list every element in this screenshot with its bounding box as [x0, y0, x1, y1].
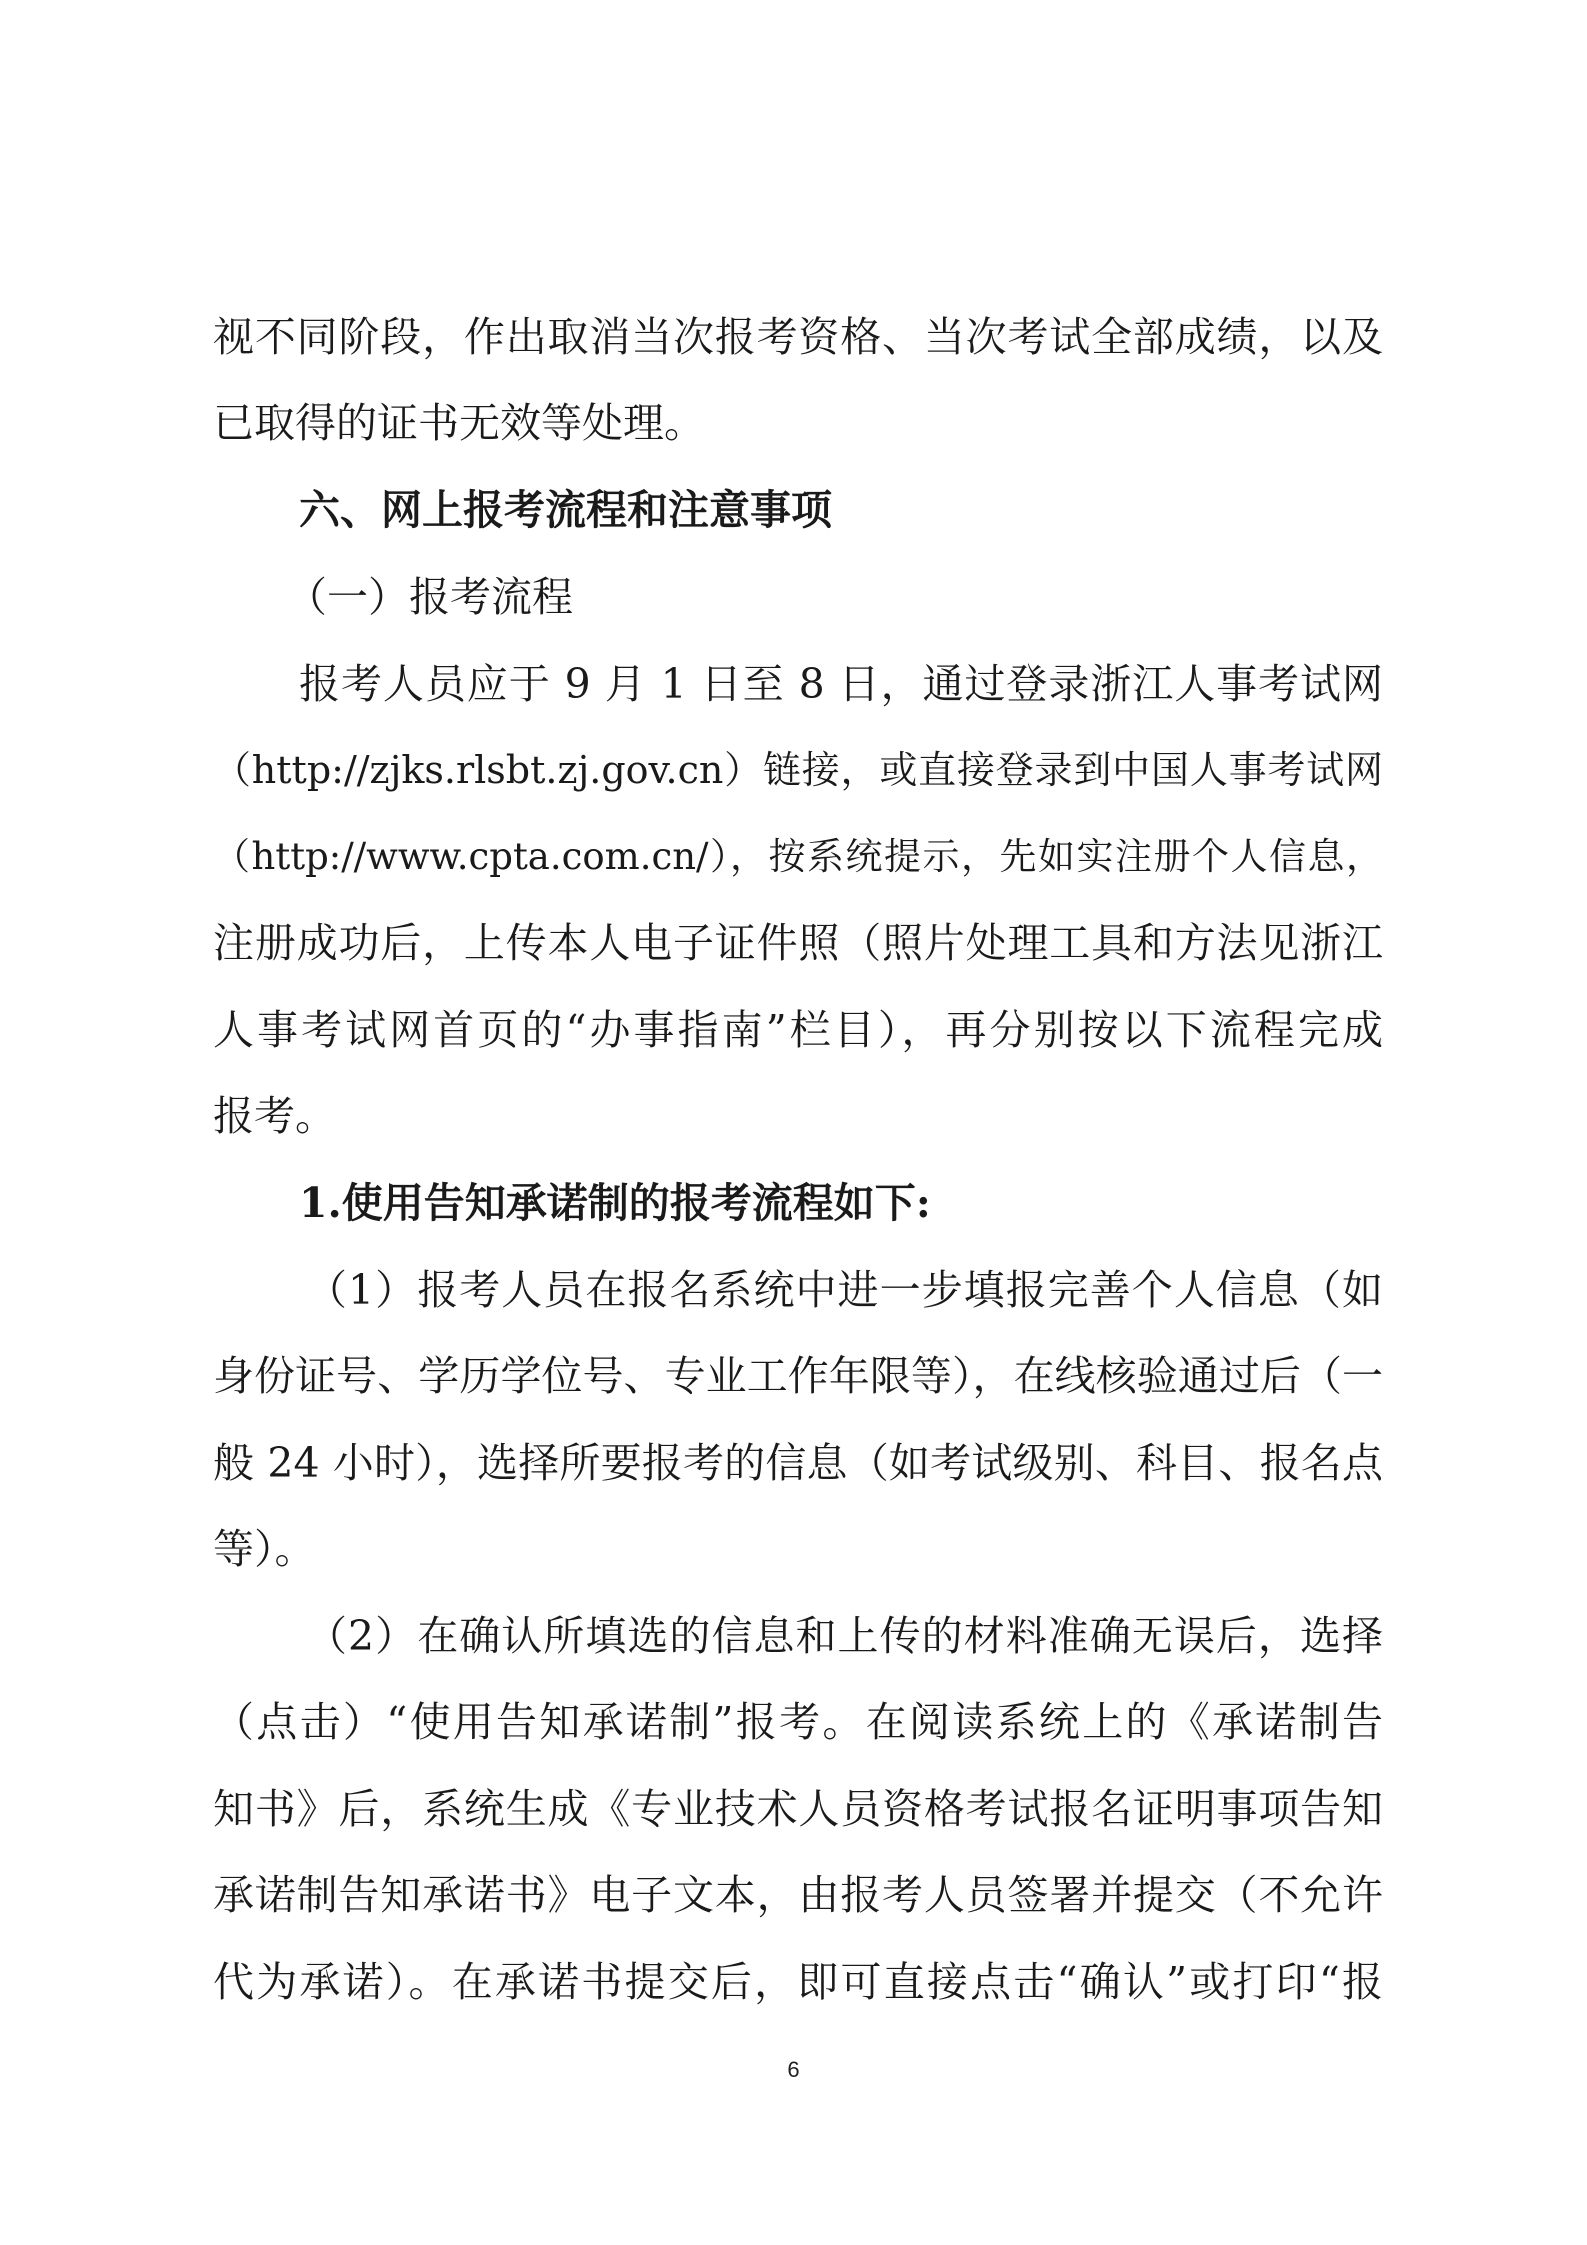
paragraph-line: 代为承诺）。在承诺书提交后，即可直接点击“确认”或打印“报 [213, 1958, 1383, 2006]
paragraph-line: 报考人员应于 9 月 1 日至 8 日，通过登录浙江人事考试网 [299, 660, 1383, 708]
paragraph-line: 等）。 [213, 1525, 316, 1573]
paragraph-line: （http://www.cpta.com.cn/），按系统提示，先如实注册个人信息， [213, 835, 1383, 878]
page-number: 6 [787, 2057, 800, 2082]
paragraph-line: 身份证号、学历学位号、专业工作年限等），在线核验通过后（一 [213, 1352, 1383, 1400]
paragraph-line: 般 24 小时），选择所要报考的信息（如考试级别、科目、报名点 [213, 1439, 1383, 1487]
section-heading: 六、网上报考流程和注意事项 [299, 486, 832, 534]
paragraph-line: 已取得的证书无效等处理。 [213, 399, 705, 447]
paragraph-line: 报考。 [213, 1092, 336, 1140]
paragraph-line: 人事考试网首页的“办事指南”栏目），再分别按以下流程完成 [213, 1006, 1383, 1054]
procedure-heading: 1.使用告知承诺制的报考流程如下: [299, 1179, 931, 1227]
paragraph-line: 承诺制告知承诺书》电子文本，由报考人员签署并提交（不允许 [213, 1871, 1383, 1919]
subsection-heading: （一）报考流程 [286, 573, 573, 621]
paragraph-line: 视不同阶段，作出取消当次报考资格、当次考试全部成绩，以及 [213, 313, 1383, 361]
paragraph-line: （http://zjks.rlsbt.zj.gov.cn）链接，或直接登录到中国人事考试网 [213, 748, 1383, 792]
paragraph-line: （2）在确认所填选的信息和上传的材料准确无误后，选择 [306, 1612, 1383, 1660]
paragraph-line: 注册成功后，上传本人电子证件照（照片处理工具和方法见浙江 [213, 919, 1383, 967]
paragraph-line: （点击）“使用告知承诺制”报考。在阅读系统上的《承诺制告 [213, 1698, 1383, 1746]
paragraph-line: 知书》后，系统生成《专业技术人员资格考试报名证明事项告知 [213, 1785, 1383, 1833]
paragraph-line: （1）报考人员在报名系统中进一步填报完善个人信息（如 [306, 1266, 1383, 1314]
